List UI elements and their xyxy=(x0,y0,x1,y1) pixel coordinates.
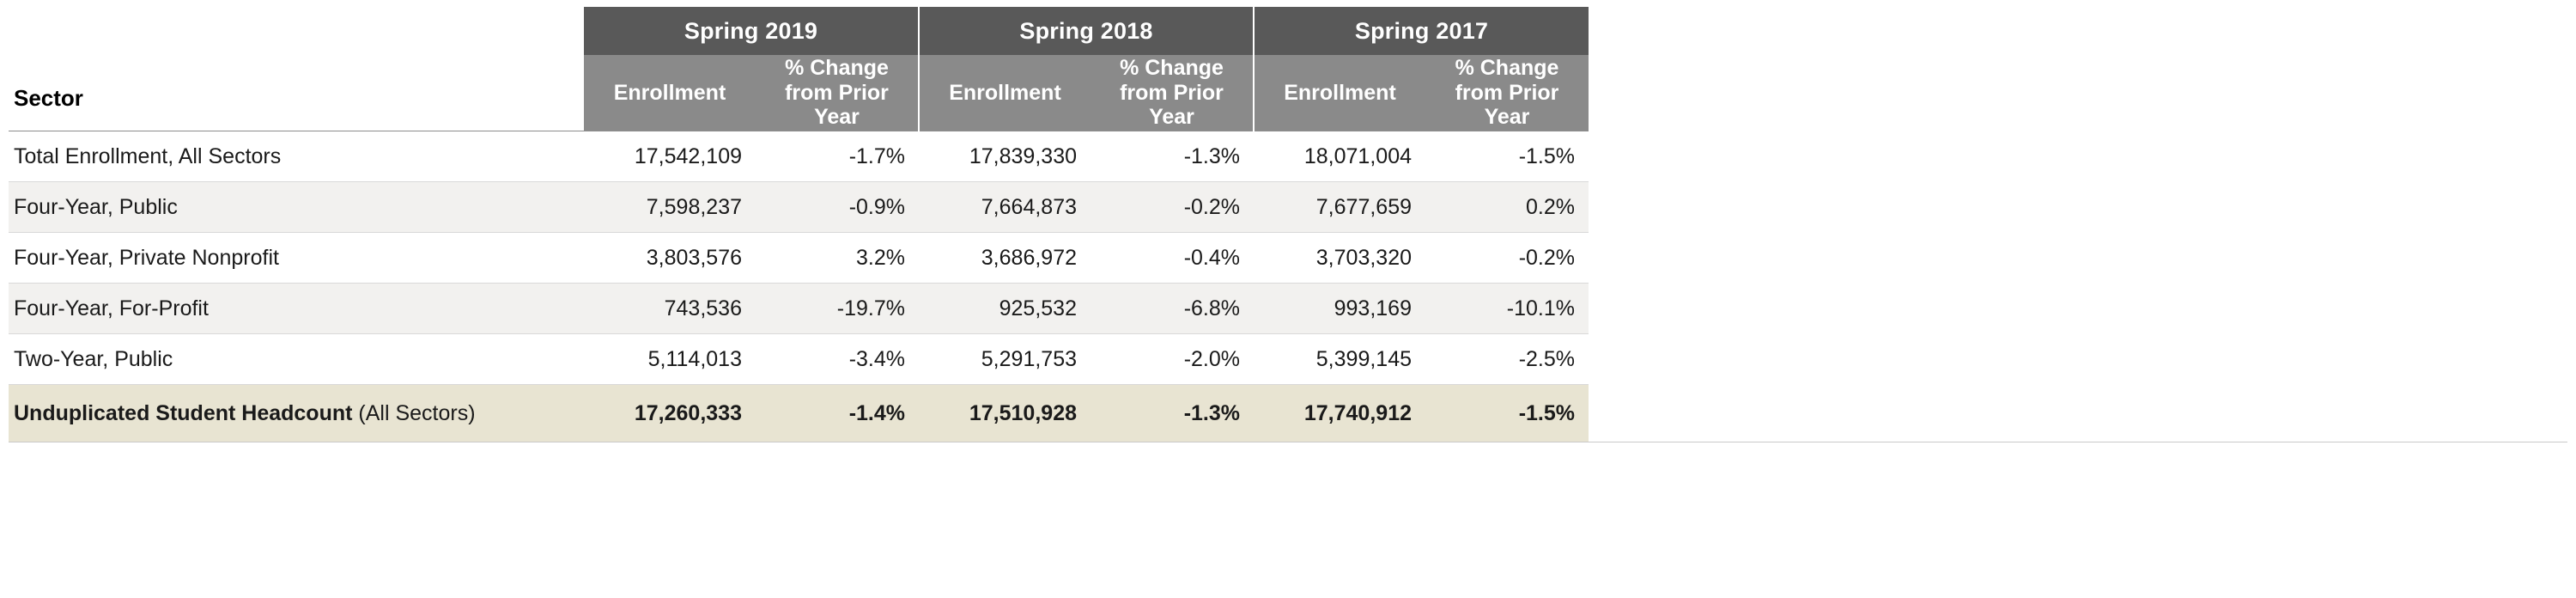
cell-change-2019: -3.4% xyxy=(756,334,919,385)
row-label-total-suffix: (All Sectors) xyxy=(352,400,476,425)
cell-change-2018: -0.4% xyxy=(1091,233,1254,284)
cell-enrollment-2017: 3,703,320 xyxy=(1254,233,1425,284)
cell-enrollment-2018: 17,839,330 xyxy=(919,131,1091,182)
cell-change-2019: -19.7% xyxy=(756,284,919,334)
cell-change-2017: -1.5% xyxy=(1425,385,1589,442)
row-label-total xyxy=(9,385,584,442)
table-row xyxy=(9,182,1589,233)
column-header-change-2017: % Change from Prior Year xyxy=(1425,55,1589,131)
table-header xyxy=(9,7,1589,131)
cell-change-2017: -10.1% xyxy=(1425,284,1589,334)
table-body xyxy=(9,131,1589,442)
column-header-enrollment-2017: Enrollment xyxy=(1254,55,1425,131)
cell-change-2018: -6.8% xyxy=(1091,284,1254,334)
enrollment-table-sheet xyxy=(0,7,2576,442)
cell-enrollment-2019: 5,114,013 xyxy=(584,334,756,385)
cell-change-2019: -1.4% xyxy=(756,385,919,442)
column-group-header-spring-2018: Spring 2018 xyxy=(919,7,1254,55)
cell-change-2019: -1.7% xyxy=(756,131,919,182)
row-label: Two-Year, Public xyxy=(9,334,584,385)
cell-enrollment-2017: 7,677,659 xyxy=(1254,182,1425,233)
row-label: Four-Year, Private Nonprofit xyxy=(9,233,584,284)
cell-change-2017: -0.2% xyxy=(1425,233,1589,284)
cell-change-2018: -0.2% xyxy=(1091,182,1254,233)
table-row xyxy=(9,131,1589,182)
cell-change-2017: -2.5% xyxy=(1425,334,1589,385)
column-header-sector: Sector xyxy=(9,7,584,131)
cell-enrollment-2019: 7,598,237 xyxy=(584,182,756,233)
cell-change-2019: -0.9% xyxy=(756,182,919,233)
table-header-term-row xyxy=(9,7,1589,55)
table-row-total xyxy=(9,385,1589,442)
cell-change-2018: -2.0% xyxy=(1091,334,1254,385)
table-row xyxy=(9,233,1589,284)
column-group-header-spring-2017: Spring 2017 xyxy=(1254,7,1589,55)
cell-enrollment-2018: 7,664,873 xyxy=(919,182,1091,233)
row-label-total-main: Unduplicated Student Headcount xyxy=(14,400,353,425)
row-label: Total Enrollment, All Sectors xyxy=(9,131,584,182)
cell-enrollment-2017: 17,740,912 xyxy=(1254,385,1425,442)
cell-enrollment-2019: 17,260,333 xyxy=(584,385,756,442)
cell-enrollment-2019: 17,542,109 xyxy=(584,131,756,182)
cell-change-2018: -1.3% xyxy=(1091,385,1254,442)
cell-enrollment-2017: 18,071,004 xyxy=(1254,131,1425,182)
cell-enrollment-2018: 925,532 xyxy=(919,284,1091,334)
table-row xyxy=(9,284,1589,334)
cell-change-2017: -1.5% xyxy=(1425,131,1589,182)
cell-enrollment-2017: 5,399,145 xyxy=(1254,334,1425,385)
column-group-header-spring-2019: Spring 2019 xyxy=(584,7,919,55)
cell-enrollment-2019: 3,803,576 xyxy=(584,233,756,284)
cell-enrollment-2019: 743,536 xyxy=(584,284,756,334)
cell-enrollment-2018: 5,291,753 xyxy=(919,334,1091,385)
cell-enrollment-2018: 3,686,972 xyxy=(919,233,1091,284)
column-header-change-2019: % Change from Prior Year xyxy=(756,55,919,131)
column-header-enrollment-2018: Enrollment xyxy=(919,55,1091,131)
cell-change-2017: 0.2% xyxy=(1425,182,1589,233)
cell-enrollment-2017: 993,169 xyxy=(1254,284,1425,334)
cell-enrollment-2018: 17,510,928 xyxy=(919,385,1091,442)
column-header-change-2018: % Change from Prior Year xyxy=(1091,55,1254,131)
enrollment-table xyxy=(9,7,1589,442)
cell-change-2018: -1.3% xyxy=(1091,131,1254,182)
row-label: Four-Year, For-Profit xyxy=(9,284,584,334)
cell-change-2019: 3.2% xyxy=(756,233,919,284)
column-header-enrollment-2019: Enrollment xyxy=(584,55,756,131)
row-label: Four-Year, Public xyxy=(9,182,584,233)
table-row xyxy=(9,334,1589,385)
